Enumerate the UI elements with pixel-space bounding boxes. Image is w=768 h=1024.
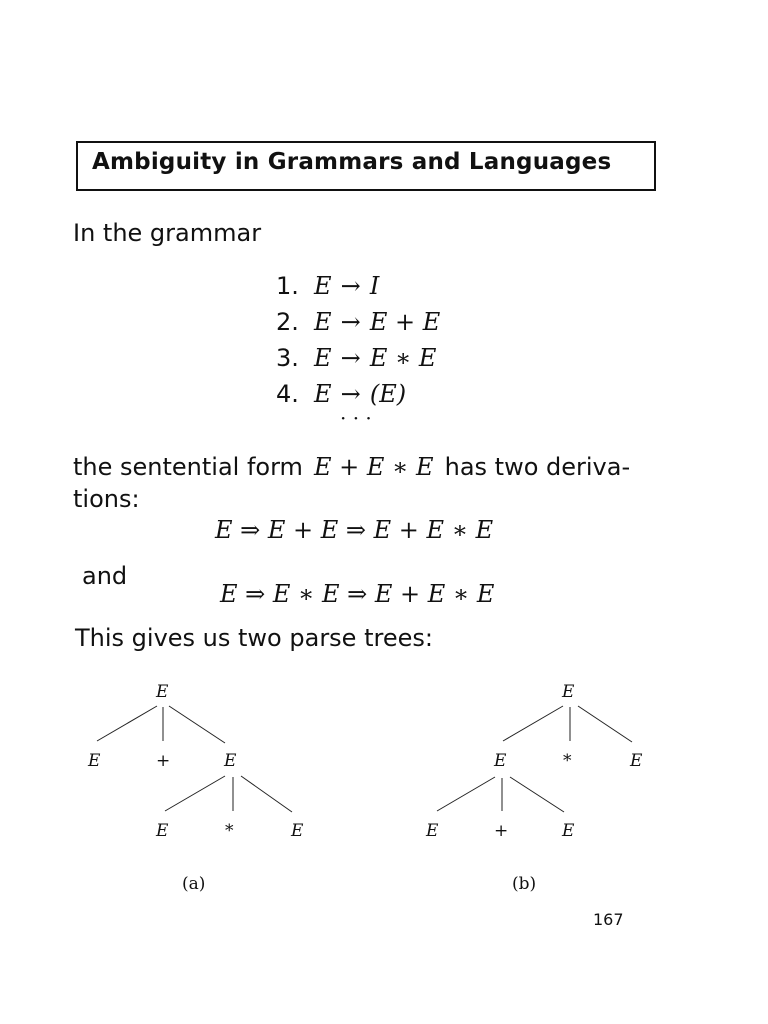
rule-lhs: E <box>314 380 332 408</box>
tree-a-node: E <box>88 751 101 771</box>
tree-a-node: + <box>156 751 171 771</box>
intro-text: In the grammar <box>73 219 262 247</box>
rule-number: 1. <box>276 272 299 300</box>
tree-b-node: * <box>563 751 572 771</box>
sentential-pre: the sentential form <box>73 453 303 481</box>
page-title: Ambiguity in Grammars and Languages <box>92 149 612 175</box>
tree-b-edge <box>437 777 495 811</box>
rule-arrow: → <box>340 308 361 336</box>
sentential-line-2: tions: <box>73 485 140 513</box>
derivation-1: E ⇒ E + E ⇒ E + E ∗ E <box>215 516 494 544</box>
tree-a-node: E <box>156 821 169 841</box>
tree-b-node: + <box>494 821 509 841</box>
rules-ellipsis: · · · <box>340 406 372 430</box>
rule-arrow: → <box>340 272 361 300</box>
rule-arrow: → <box>340 380 361 408</box>
tree-b-node: E <box>494 751 507 771</box>
rule-number: 4. <box>276 380 299 408</box>
page-number: 167 <box>593 910 624 929</box>
rule-arrow: → <box>340 344 361 372</box>
rule-rhs: E ∗ E <box>369 344 437 372</box>
derivation-2: E ⇒ E ∗ E ⇒ E + E ∗ E <box>220 580 495 608</box>
tree-a-edge <box>97 706 157 741</box>
sentential-form: E + E ∗ E <box>314 453 434 481</box>
rule-rhs: E + E <box>369 308 441 336</box>
parse-trees-text: This gives us two parse trees: <box>75 624 433 652</box>
rule-number: 3. <box>276 344 299 372</box>
tree-b-root: E <box>562 682 575 702</box>
tree-a-caption: (a) <box>182 874 206 894</box>
tree-a-root: E <box>156 682 169 702</box>
tree-b-edge <box>503 706 563 741</box>
tree-b-node: E <box>630 751 643 771</box>
tree-b-edge <box>578 706 632 742</box>
tree-b-node: E <box>562 821 575 841</box>
rule-lhs: E <box>314 308 332 336</box>
tree-a-edge <box>241 776 292 812</box>
tree-b-caption: (b) <box>512 874 537 894</box>
tree-a-edge <box>165 776 225 811</box>
rule-number: 2. <box>276 308 299 336</box>
and-label: and <box>82 562 128 590</box>
tree-a-node: E <box>224 751 237 771</box>
tree-a-node: E <box>291 821 304 841</box>
rule-lhs: E <box>314 272 332 300</box>
tree-a-node: * <box>225 821 234 841</box>
tree-b-edge <box>510 777 564 812</box>
rule-rhs: (E) <box>369 380 407 408</box>
sentential-post: has two deriva- <box>444 453 631 481</box>
tree-a-edge <box>169 706 225 743</box>
tree-b-node: E <box>426 821 439 841</box>
rule-lhs: E <box>314 344 332 372</box>
rule-rhs: I <box>369 272 380 300</box>
